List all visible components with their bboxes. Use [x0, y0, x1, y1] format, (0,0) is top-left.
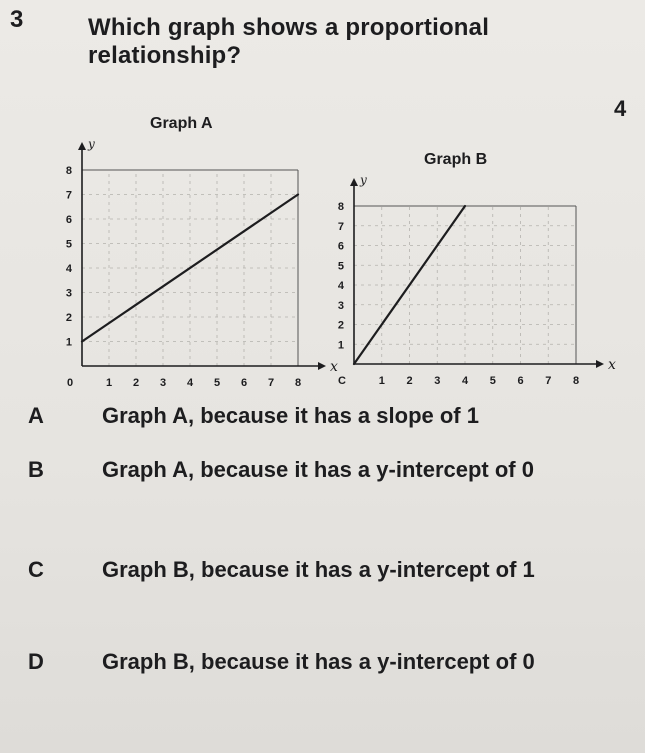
graph-a-plot	[0, 96, 338, 396]
graph-b-y-tick-label: 7	[337, 220, 344, 233]
graph-b-origin-label: C	[338, 375, 346, 387]
graph-b-y-axis-label: y	[360, 173, 367, 187]
graph-a-y-tick-label: 4	[65, 263, 72, 275]
choice-b-text: Graph A, because it has a y-intercept of 0	[102, 457, 534, 482]
graph-a-x-tick-label: 2	[132, 377, 140, 389]
graph-b-y-tick-label: 4	[337, 280, 344, 292]
graph-a-x-tick-label: 8	[294, 377, 302, 389]
graph-a-x-tick-label: 4	[186, 377, 194, 389]
graph-b-y-tick-label: 3	[337, 299, 344, 312]
graph-b-x-tick-label: 5	[489, 375, 496, 387]
graph-b-x-tick-label: 3	[434, 375, 441, 387]
graph-a-y-tick-label: 2	[65, 312, 72, 324]
graph-b-x-tick-label: 6	[517, 375, 524, 387]
graph-a-y-axis-label: y	[88, 137, 95, 151]
choice-c-text: Graph B, because it has a y-intercept of 1	[102, 557, 535, 582]
graph-a-x-tick-label: 7	[267, 377, 275, 389]
question-text: Which graph shows a proportional relationship?	[88, 14, 490, 69]
graph-b-plot	[322, 136, 622, 426]
question-points: 4	[614, 96, 627, 121]
choice-a-letter: A	[28, 403, 44, 428]
graph-a	[0, 96, 338, 396]
graph-a-x-axis-label: x	[330, 359, 338, 375]
graph-b-x-tick-label: 2	[406, 375, 413, 387]
graph-a-y-arrow	[78, 142, 86, 150]
graph-b-x-tick-label: 8	[572, 375, 580, 387]
graph-b-y-tick-label: 5	[337, 260, 344, 273]
graph-b-y-tick-label: 1	[337, 339, 344, 352]
graph-a-y-tick-label: 3	[65, 287, 72, 300]
choice-d-text: Graph B, because it has a y-intercept of 0	[102, 649, 535, 674]
graph-b-y-tick-label: 2	[337, 319, 344, 332]
choice-a-text: Graph A, because it has a slope of 1	[102, 403, 479, 428]
choice-d-letter: D	[28, 649, 44, 674]
choice-b-letter: B	[28, 457, 44, 482]
graph-b-title: Graph B	[424, 151, 488, 168]
graph-b-x-tick-label: 1	[378, 375, 385, 387]
graph-a-title: Graph A	[150, 115, 213, 132]
graph-b-y-tick-label: 8	[337, 201, 344, 213]
graph-b-y-arrow	[350, 178, 358, 186]
graph-a-y-tick-label: 7	[65, 189, 72, 202]
graph-b-x-tick-label: 7	[545, 375, 552, 387]
question-number: 3	[10, 6, 24, 33]
graph-a-x-tick-label: 3	[159, 377, 167, 389]
graph-a-y-tick-label: 5	[65, 238, 72, 251]
graph-b-x-arrow	[596, 360, 604, 368]
graph-a-x-tick-label: 5	[213, 377, 221, 389]
graph-a-x-tick-label: 1	[105, 377, 113, 389]
graph-a-x-tick-label: 6	[240, 377, 248, 389]
graph-b-y-tick-label: 6	[337, 240, 344, 253]
graph-b	[322, 136, 622, 426]
choice-c-letter: C	[28, 557, 44, 582]
graph-b-x-axis-label: x	[608, 357, 616, 373]
graph-a-y-tick-label: 6	[65, 214, 72, 226]
graph-a-y-tick-label: 1	[65, 336, 72, 349]
graph-a-origin-label: 0	[66, 377, 74, 389]
graph-a-y-tick-label: 8	[65, 165, 72, 177]
graph-b-x-tick-label: 4	[461, 375, 469, 387]
